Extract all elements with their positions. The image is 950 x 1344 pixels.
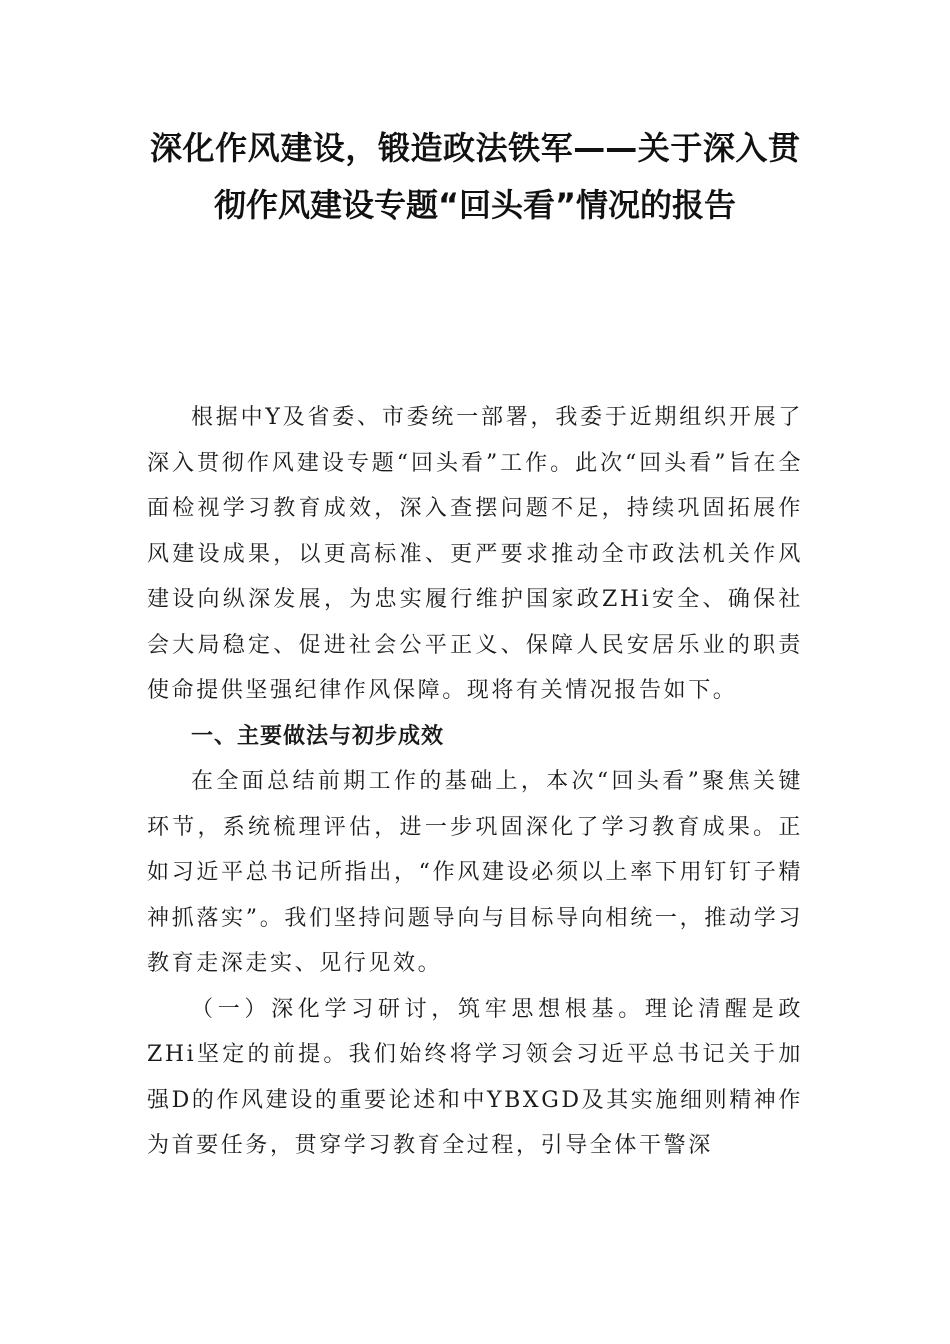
intro-paragraph: 根据中Y及省委、市委统一部署，我委于近期组织开展了深入贯彻作风建设专题“回头看”工作。此次“回头看”旨在全面检视学习教育成效，深入查摆问题不足，持续巩固拓展作风建设成果，以更高标准、更严要求推动全市政法机关作风建设向纵深发展，为忠实履行维护国家政ZHi安全、确保社会大局稳定、促进社会公平正义、保障人民安居乐业的职责使命提供坚强纪律作风保障。现将有关情况报告如下。 [147,405,803,703]
section-paragraph: 在全面总结前期工作的基础上，本次“回头看”聚焦关键环节，系统梳理评估，进一步巩固深化了学习教育成果。正如习近平总书记所指出，“作风建设必须以上率下用钉钉子精神抓落实”。我们坚持问题导向与目标导向相统一，推动学习教育走深走实、见行见效。 [147,769,803,976]
document-body [147,395,803,1169]
section-heading: 一、主要做法与初步成效 [191,723,445,749]
document-title: 深化作风建设，锻造政法铁军——关于深入贯彻作风建设专题“回头看”情况的报告 [150,129,800,224]
subsection-paragraph: （一）深化学习研讨，筑牢思想根基。理论清醒是政ZHi坚定的前提。我们始终将学习领会习近平总书记关于加强D的作风建设的重要论述和中YBXGD及其实施细则精神作为首要任务，贯穿学习教育全过程，引导全体干警深 [147,996,804,1158]
